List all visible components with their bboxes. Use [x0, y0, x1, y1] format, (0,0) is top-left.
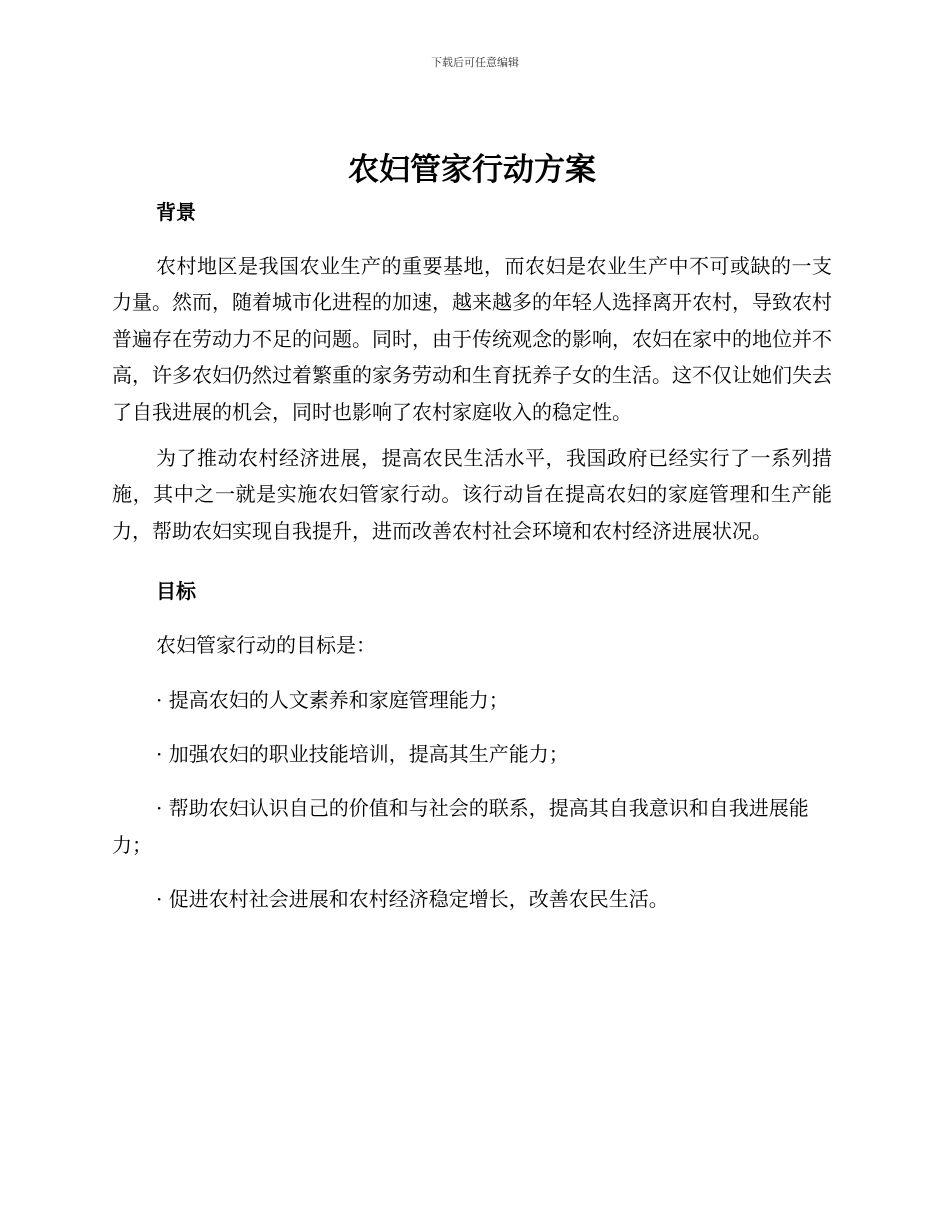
- goal-item-2: · 加强农妇的职业技能培训，提高其生产能力；: [156, 742, 569, 767]
- background-paragraph-1: 农村地区是我国农业生产的重要基地，而农妇是农业生产中不可或缺的一支力量。然而，随着城市化进程的加速，越来越多的年轻人选择离开农村，导致农村普遍存在劳动力不足的问题。同时，由于传统观念的影响，农妇在家中的地位并不高，许多农妇仍然过着繁重的家务劳动和生育抚养子女的生活。这不仅让她们失去了自我进展的机会，同时也影响了农村家庭收入的稳定性。: [112, 254, 832, 424]
- goal-item-1: · 提高农妇的人文素养和家庭管理能力；: [156, 687, 509, 712]
- goal-item-4: · 促进农村社会进展和农村经济稳定增长，改善农民生活。: [156, 887, 669, 912]
- section-heading-background: 背景: [156, 200, 196, 224]
- section-heading-goals: 目标: [156, 579, 196, 604]
- document-title: 农妇管家行动方案: [348, 152, 596, 188]
- document-body: [112, 148, 832, 936]
- goal-item-3: · 帮助农妇认识自己的价值和与社会的联系，提高其自我意识和自我进展能力；: [112, 796, 809, 857]
- background-paragraph-2: 为了推动农村经济进展，提高农民生活水平，我国政府已经实行了一系列措施，其中之一就是实施农妇管家行动。该行动旨在提高农妇的家庭管理和生产能力，帮助农妇实现自我提升，进而改善农村社会环境和农村经济进展状况。: [112, 446, 832, 543]
- goals-intro: 农妇管家行动的目标是：: [156, 633, 376, 658]
- page-header-note: 下载后可任意编辑: [431, 56, 519, 69]
